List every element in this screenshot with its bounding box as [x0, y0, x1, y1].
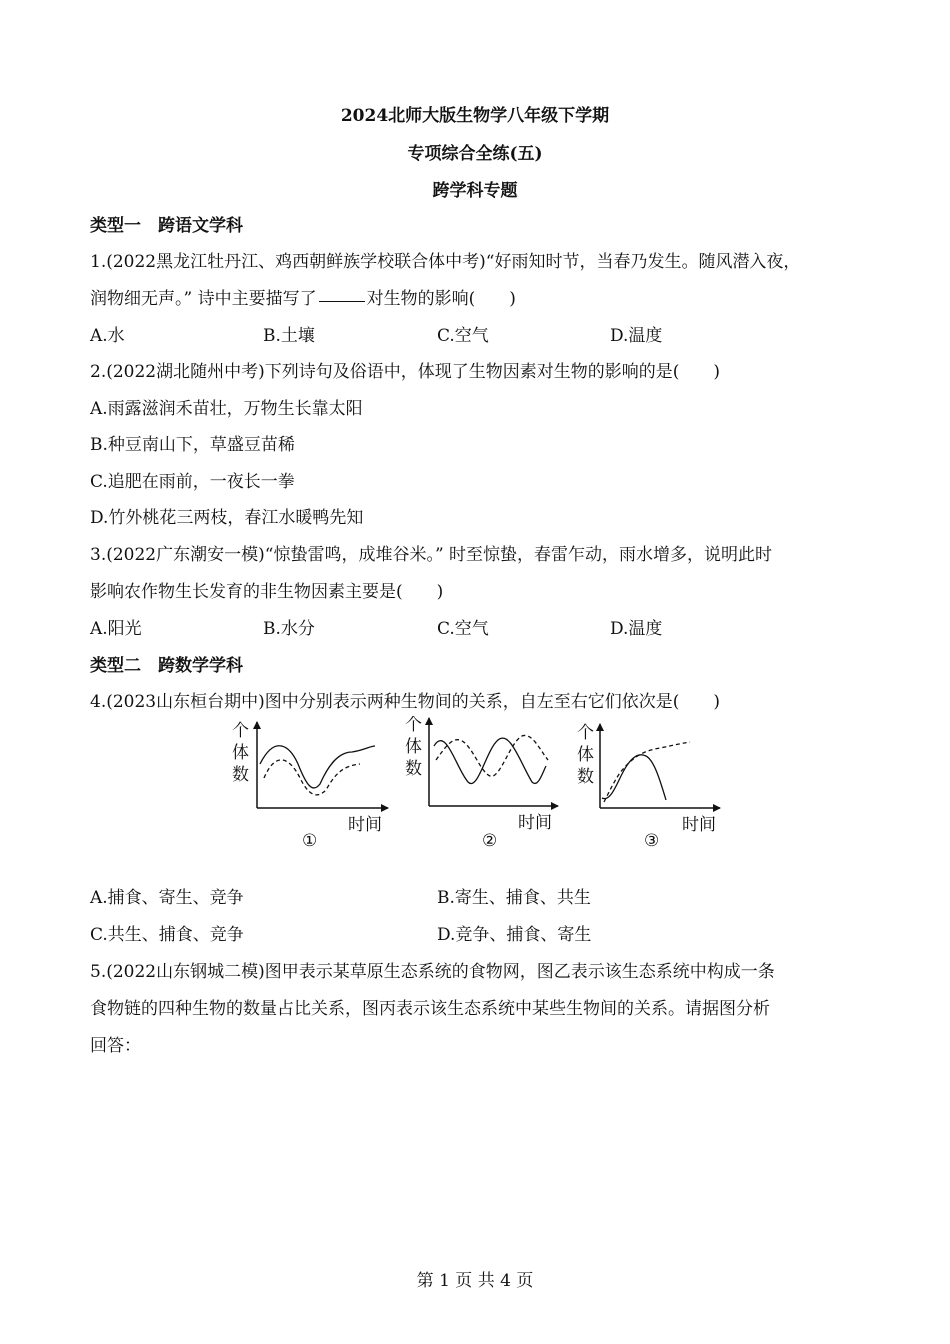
q1-option-d: D.温度 — [610, 326, 663, 346]
q2-option-a: A.雨露滋润禾苗壮，万物生长靠太阳 — [90, 399, 363, 419]
panel-2-ylabel-3: 数 — [405, 759, 422, 779]
panel-2-ylabel-2: 体 — [405, 737, 422, 757]
q5-stem-line1: 5.(2022山东钢城二模)图甲表示某草原生态系统的食物网，图乙表示该生态系统中构成一条 — [90, 962, 775, 982]
q2-option-d: D.竹外桃花三两枝，春江水暖鸭先知 — [90, 508, 364, 528]
panel-2 — [405, 716, 558, 851]
q2-option-b: B.种豆南山下，草盛豆苗稀 — [90, 435, 295, 455]
panel-1-ylabel-2: 体 — [232, 743, 249, 763]
panel-2-xlabel: 时间 — [518, 813, 552, 833]
panel-1-ylabel-3: 数 — [232, 765, 249, 785]
page-subtitle: 专项综合全练(五) — [407, 144, 543, 164]
q4-stem: 4.(2023山东桓台期中)图中分别表示两种生物间的关系，自左至右它们依次是( ) — [90, 692, 721, 712]
panel-2-solid-curve — [434, 738, 546, 783]
q1-stem-line1: 1.(2022黑龙江牡丹江、鸡西朝鲜族学校联合体中考)“好雨知时节，当春乃发生。随风潜入夜， — [90, 252, 801, 272]
panel-3-ylabel-2: 体 — [577, 745, 594, 765]
q4-option-a: A.捕食、寄生、竞争 — [90, 888, 244, 908]
q1-blank — [319, 300, 365, 302]
panel-3 — [577, 723, 720, 851]
panel-3-xlabel: 时间 — [682, 815, 716, 835]
q1-stem-line2 — [90, 284, 516, 309]
q3-option-d: D.温度 — [610, 619, 663, 639]
q3-option-b: B.水分 — [263, 619, 315, 639]
q3-stem-line2: 影响农作物生长发育的非生物因素主要是( ) — [90, 582, 444, 602]
panel-1-ylabel-1: 个 — [232, 721, 249, 741]
q3-option-a: A.阳光 — [90, 619, 142, 639]
q1-option-b: B.土壤 — [263, 326, 315, 346]
page-footer: 第 1 页 共 4 页 — [416, 1271, 534, 1291]
q1-stem-post: 对生物的影响( ) — [366, 289, 516, 309]
q3-stem-line1: 3.(2022广东潮安一模)“惊蛰雷鸣，成堆谷米。” 时至惊蛰，春雷乍动，雨水增多，说明此时 — [90, 545, 773, 565]
q5-stem-line2: 食物链的四种生物的数量占比关系，图丙表示该生态系统中某些生物间的关系。请据图分析 — [90, 999, 770, 1019]
q4-option-b: B.寄生、捕食、共生 — [437, 888, 591, 908]
panel-3-number: ③ — [644, 831, 660, 851]
q1-option-a: A.水 — [90, 326, 125, 346]
panel-1-number: ① — [302, 831, 318, 851]
panel-2-number: ② — [482, 831, 498, 851]
section2-heading: 类型二 跨数学学科 — [90, 656, 243, 676]
panel-3-solid-curve — [602, 755, 666, 800]
q2-stem: 2.(2022湖北随州中考)下列诗句及俗语中，体现了生物因素对生物的影响的是( ) — [90, 362, 721, 382]
page-title: 2024北师大版生物学八年级下学期 — [340, 106, 610, 126]
panel-3-dashed-curve — [604, 742, 690, 802]
section1-heading: 类型一 跨语文学科 — [90, 216, 243, 236]
q3-option-c: C.空气 — [437, 619, 489, 639]
q4-option-c: C.共生、捕食、竞争 — [90, 925, 244, 945]
panel-2-ylabel-1: 个 — [405, 716, 422, 735]
panel-1-dashed-curve — [264, 760, 360, 795]
q2-option-c: C.追肥在雨前，一夜长一拳 — [90, 472, 295, 492]
q1-option-c: C.空气 — [437, 326, 489, 346]
page-topic: 跨学科专题 — [432, 181, 518, 201]
panel-3-ylabel-3: 数 — [577, 767, 594, 787]
q1-stem-pre: 润物细无声。” 诗中主要描写了 — [90, 289, 317, 309]
panel-1-solid-curve — [260, 746, 375, 788]
panel-1-xlabel: 时间 — [348, 815, 382, 835]
population-figure — [220, 716, 740, 856]
q5-stem-line3: 回答： — [90, 1036, 141, 1056]
panel-3-ylabel-1: 个 — [577, 723, 594, 743]
q4-option-d: D.竞争、捕食、寄生 — [437, 925, 592, 945]
panel-1 — [232, 721, 388, 851]
